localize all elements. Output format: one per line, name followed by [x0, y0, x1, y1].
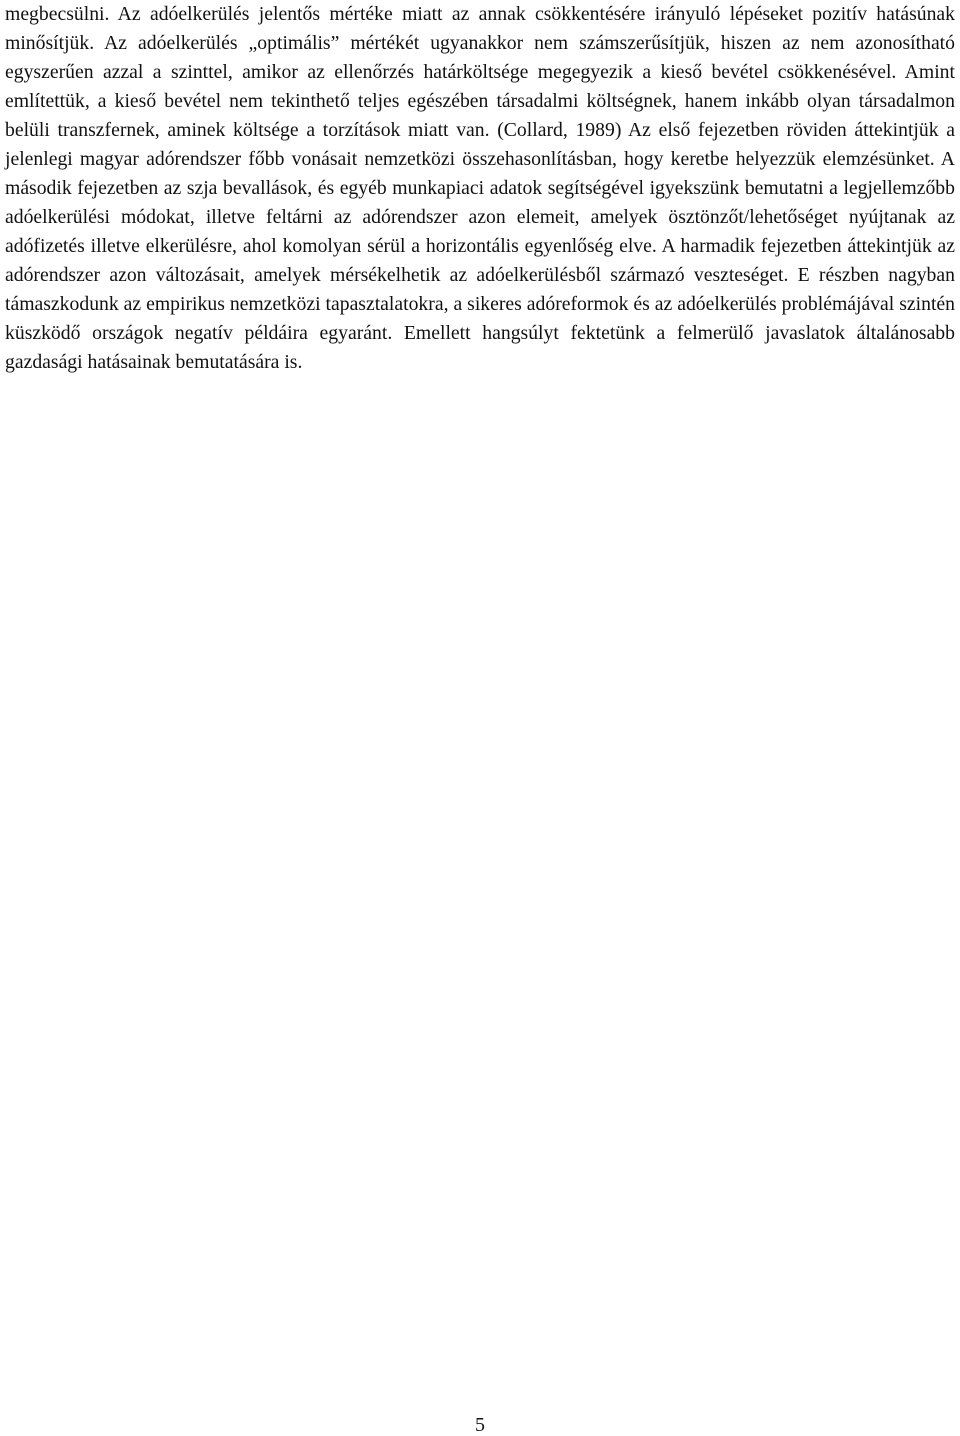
body-paragraph: megbecsülni. Az adóelkerülés jelentős mértéke miatt az annak csökkentésére irányuló lépéseket pozitív hatásúnak minősítjük. Az adóelkerülés „optimális” mértékét ugyanakkor nem számszerűsítjük, hiszen az nem azonosítható egyszerűen azzal a szinttel, amikor az ellenőrzés határköltsége megegyezik a kieső bevétel csökkenésével. Amint említettük, a kieső bevétel nem tekinthető teljes egészében társadalmi költségnek, hanem inkább olyan társadalmon belüli transzfernek, aminek költsége a torzítások miatt van. (Collard, 1989) Az első fejezetben röviden áttekintjük a jelenlegi magyar adórendszer főbb vonásait nemzetközi összehasonlításban, hogy keretbe helyezzük elemzésünket. A második fejezetben az szja bevallások, és egyéb munkapiaci adatok segítségével igyekszünk bemutatni a legjellemzőbb adóelkerülési módokat, illetve feltárni az adórendszer azon elemeit, amelyek ösztönzőt/lehetőséget nyújtanak az adófizetés illetve elkerülésre, ahol komolyan sérül a horizontális egyenlőség elve. A harmadik fejezetben áttekintjük az adórendszer azon változásait, amelyek mérsékelhetik az adóelkerülésből származó veszteséget. E részben nagyban támaszkodunk az empirikus nemzetközi tapasztalatokra, a sikeres adóreformok és az adóelkerülés problémájával szintén küszködő országok negatív példáira egyaránt. Emellett hangsúlyt fektetünk a felmerülő javaslatok általánosabb gazdasági hatásainak bemutatására is.: [5, 3, 955, 373]
page-number: 5: [475, 1414, 485, 1436]
